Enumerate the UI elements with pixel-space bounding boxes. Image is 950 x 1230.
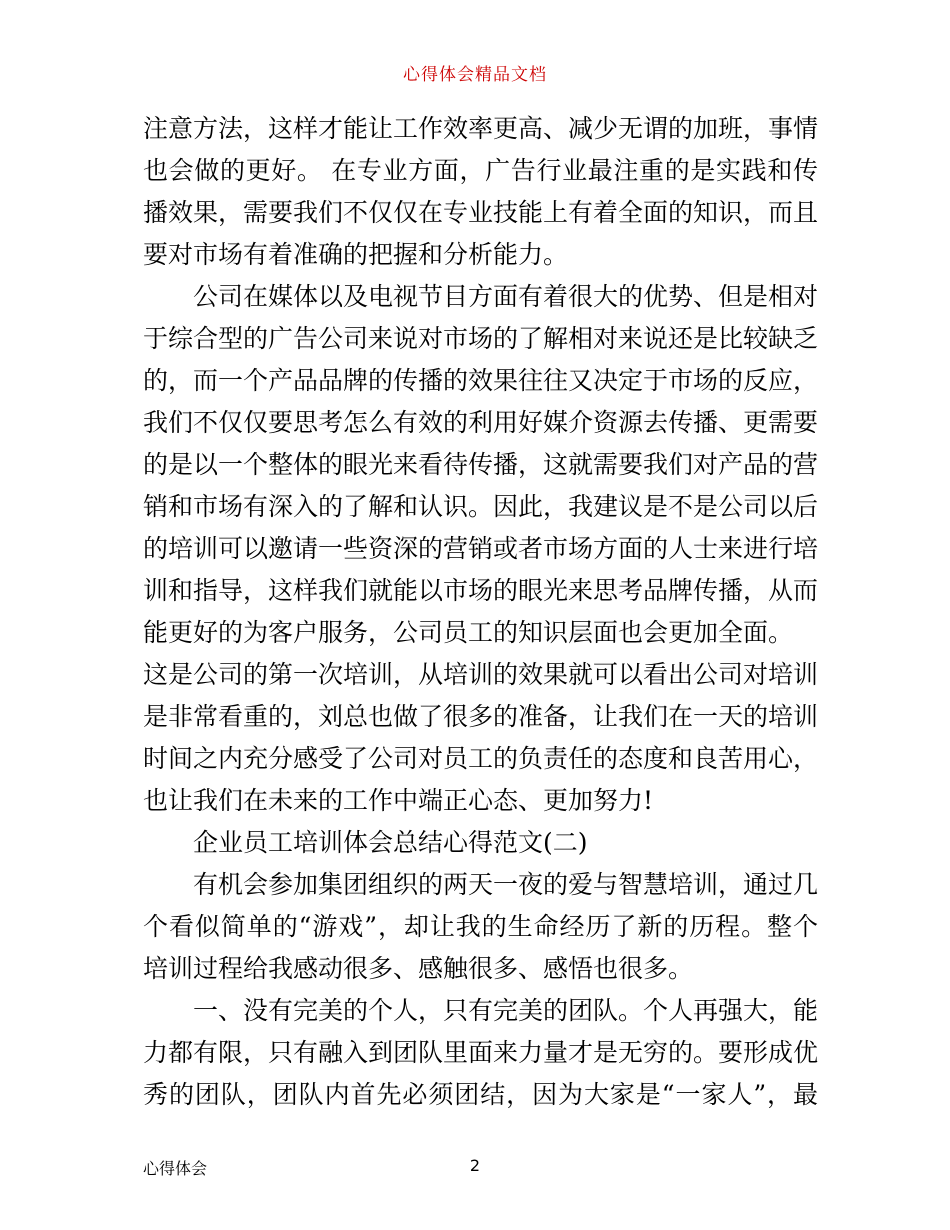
paragraph-line: 有机会参加集团组织的两天一夜的爱与智慧培训，通过几 xyxy=(193,870,819,899)
paragraph-line: 个看似简单的“游戏”，却让我的生命经历了新的历程。整个 xyxy=(143,912,818,941)
paragraph-line: 能更好的为客户服务，公司员工的知识层面也会更加全面。 xyxy=(143,618,794,647)
paragraph-line: 时间之内充分感受了公司对员工的负责任的态度和良苦用心， xyxy=(143,744,819,773)
section-heading: 企业员工培训体会总结心得范文(二) xyxy=(193,828,588,857)
paragraph-line: 于综合型的广告公司来说对市场的了解相对来说还是比较缺乏 xyxy=(143,324,819,353)
paragraph-line: 的培训可以邀请一些资深的营销或者市场方面的人士来进行培 xyxy=(143,534,819,563)
document-body xyxy=(143,108,818,1116)
paragraph-line: 也让我们在未来的工作中端正心态、更加努力! xyxy=(143,786,654,815)
paragraph-line: 的是以一个整体的眼光来看待传播，这就需要我们对产品的营 xyxy=(143,450,819,479)
page-header-title: 心得体会精品文档 xyxy=(403,65,547,85)
paragraph-line: 要对市场有着准确的把握和分析能力。 xyxy=(143,240,569,269)
paragraph-line: 一、没有完美的个人，只有完美的团队。个人再强大，能 xyxy=(193,996,819,1025)
page-number: 2 xyxy=(469,1156,481,1175)
paragraph-line: 公司在媒体以及电视节目方面有着很大的优势、但是相对 xyxy=(193,282,819,311)
paragraph-line: 秀的团队，团队内首先必须团结，因为大家是“一家人”，最 xyxy=(143,1080,818,1109)
paragraph-line: 这是公司的第一次培训，从培训的效果就可以看出公司对培训 xyxy=(143,660,819,689)
paragraph-line: 力都有限，只有融入到团队里面来力量才是无穷的。要形成优 xyxy=(143,1038,819,1067)
paragraph-line: 是非常看重的，刘总也做了很多的准备，让我们在一天的培训 xyxy=(143,702,819,731)
footer-label: 心得体会 xyxy=(143,1159,208,1178)
paragraph-line: 也会做的更好。 在专业方面，广告行业最注重的是实践和传 xyxy=(143,156,818,185)
paragraph-line: 播效果，需要我们不仅仅在专业技能上有着全面的知识，而且 xyxy=(143,198,819,227)
paragraph-line: 销和市场有深入的了解和认识。因此，我建议是不是公司以后 xyxy=(143,492,819,521)
paragraph-line: 注意方法，这样才能让工作效率更高、减少无谓的加班，事情 xyxy=(143,114,819,143)
paragraph-line: 训和指导，这样我们就能以市场的眼光来思考品牌传播，从而 xyxy=(143,576,819,605)
paragraph-line: 培训过程给我感动很多、感触很多、感悟也很多。 xyxy=(143,954,694,983)
paragraph-line: 我们不仅仅要思考怎么有效的利用好媒介资源去传播、更需要 xyxy=(143,408,819,437)
paragraph-line: 的，而一个产品品牌的传播的效果往往又决定于市场的反应， xyxy=(143,366,819,395)
